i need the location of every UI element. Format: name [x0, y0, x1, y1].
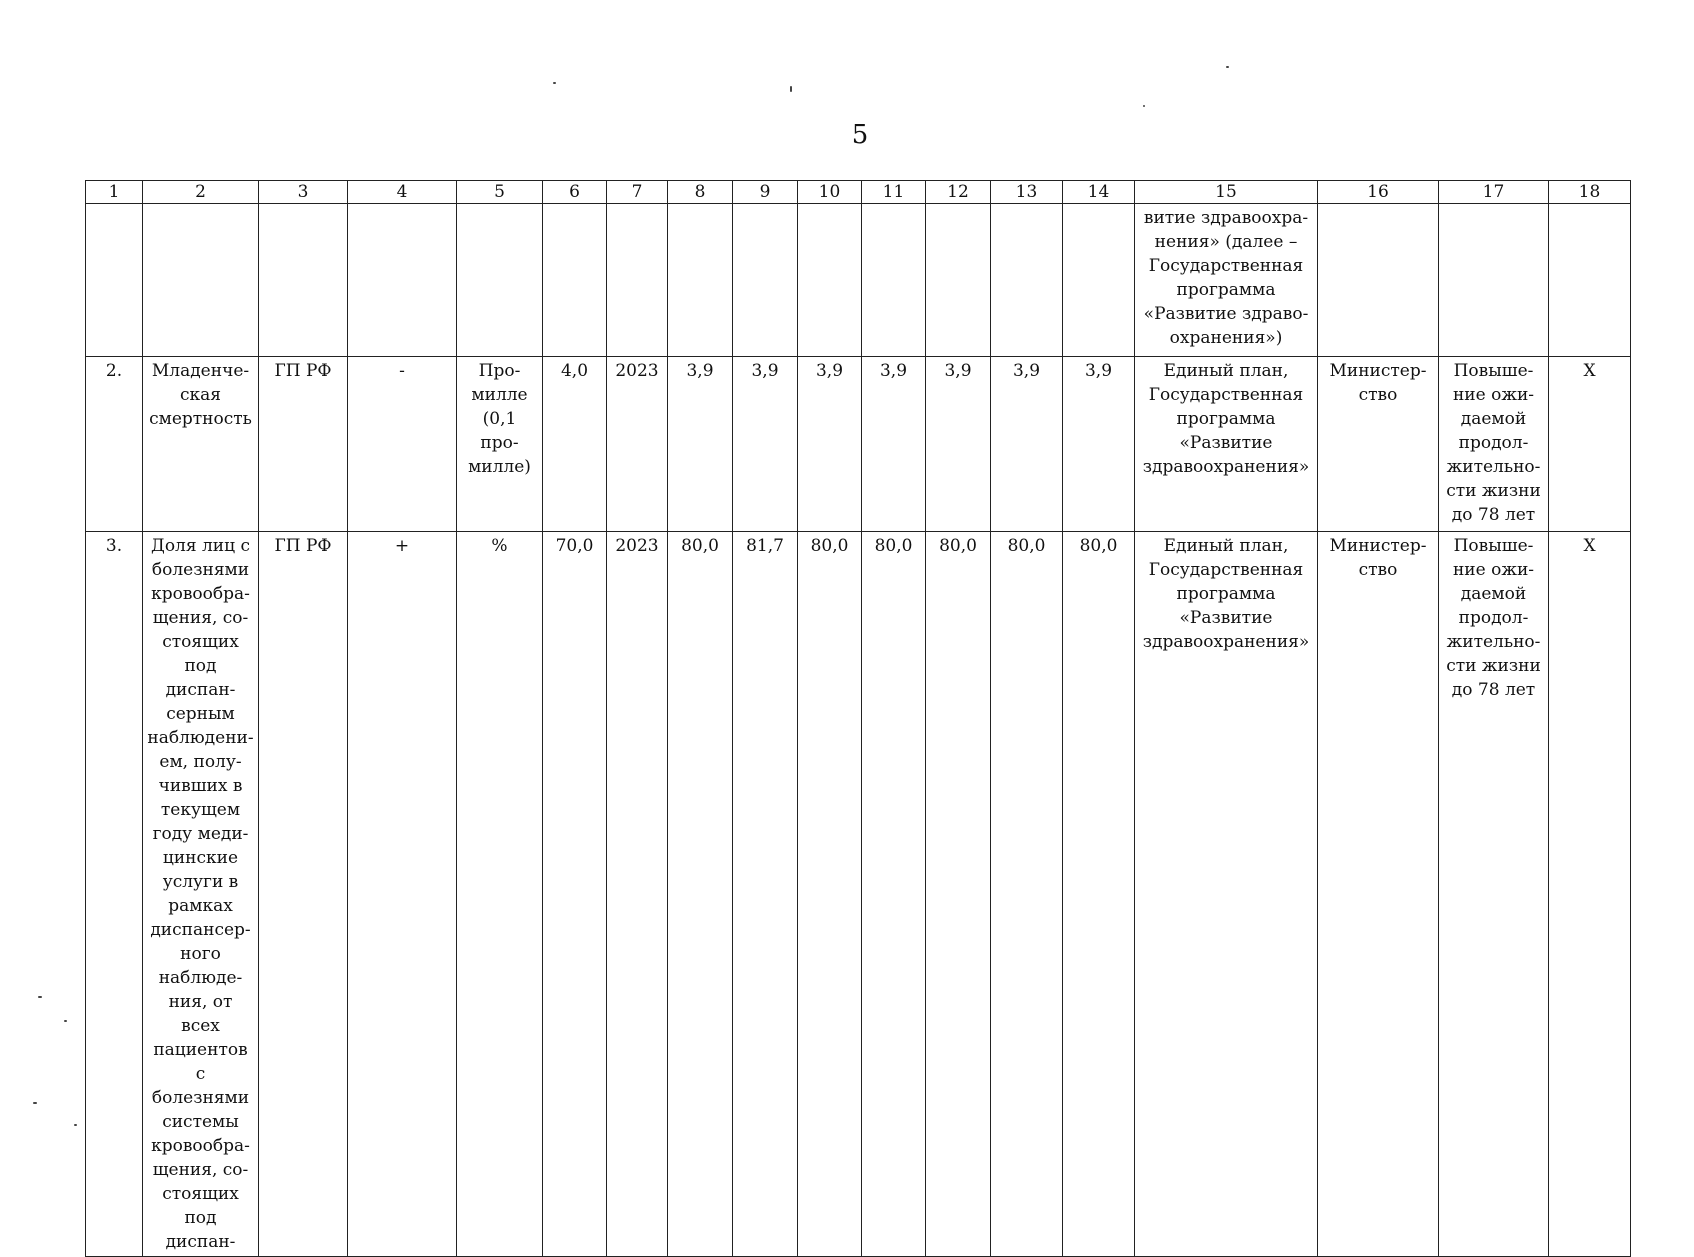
table-row: [86, 532, 1631, 1257]
indicator-level: ГП РФ: [259, 532, 348, 1257]
empty-cell: [607, 204, 668, 357]
value-cell: 80,0: [926, 532, 991, 1257]
column-number: 4: [348, 181, 457, 204]
base-year: 2023: [607, 357, 668, 532]
responsible-cell: Министер- ство: [1318, 532, 1439, 1257]
table-row: [86, 357, 1631, 532]
column-number: 15: [1135, 181, 1318, 204]
column-number: 2: [143, 181, 259, 204]
indicator-name: Младенче- ская смертность: [143, 357, 259, 532]
scan-speck: [790, 86, 792, 92]
value-cell: 3,9: [1063, 357, 1135, 532]
unit-of-measure: %: [457, 532, 543, 1257]
column-number: 14: [1063, 181, 1135, 204]
value-cell: 3,9: [926, 357, 991, 532]
empty-cell: [143, 204, 259, 357]
column-number: 1: [86, 181, 143, 204]
value-cell: 3,9: [668, 357, 733, 532]
value-cell: 3,9: [991, 357, 1063, 532]
empty-cell: [1063, 204, 1135, 357]
column-number: 9: [733, 181, 798, 204]
scan-speck: [1226, 66, 1229, 68]
empty-cell: [926, 204, 991, 357]
column-number: 18: [1549, 181, 1631, 204]
mark-cell: X: [1549, 357, 1631, 532]
column-number: 7: [607, 181, 668, 204]
indicator-direction: -: [348, 357, 457, 532]
empty-cell: [259, 204, 348, 357]
documents-cell: Единый план, Государственная программа «Развитие здравоохранения»: [1135, 357, 1318, 532]
indicator-name: Доля лиц с болезнями кровообра- щения, со- стоящих под диспан- серным наблюдени- ем, полу- чивших в текущем году меди- цинские услуги в рамках диспансер- ного наблюде- ния, от всех пациентов с болезнями системы кровообра- щения, со- стоящих под диспан-: [143, 532, 259, 1257]
value-cell: 80,0: [1063, 532, 1135, 1257]
empty-cell: [668, 204, 733, 357]
empty-cell: [86, 204, 143, 357]
indicator-direction: +: [348, 532, 457, 1257]
column-number: 17: [1439, 181, 1549, 204]
scan-speck: [74, 1124, 77, 1126]
base-year: 2023: [607, 532, 668, 1257]
continuation-row: [86, 204, 1631, 357]
scan-speck: [553, 82, 556, 84]
mark-cell: X: [1549, 532, 1631, 1257]
empty-cell: [543, 204, 607, 357]
empty-cell: [733, 204, 798, 357]
value-cell: 3,9: [798, 357, 862, 532]
column-number: 10: [798, 181, 862, 204]
column-number: 13: [991, 181, 1063, 204]
scan-speck: [38, 996, 42, 998]
column-number: 5: [457, 181, 543, 204]
documents-cell: Единый план, Государственная программа «Развитие здравоохранения»: [1135, 532, 1318, 1257]
row-number: 3.: [86, 532, 143, 1257]
row-number: 2.: [86, 357, 143, 532]
goal-cell: Повыше- ние ожи- даемой продол- жительно- сти жизни до 78 лет: [1439, 532, 1549, 1257]
indicator-level: ГП РФ: [259, 357, 348, 532]
empty-cell: [862, 204, 926, 357]
value-cell: 3,9: [733, 357, 798, 532]
value-cell: 80,0: [798, 532, 862, 1257]
column-number: 11: [862, 181, 926, 204]
value-cell: 81,7: [733, 532, 798, 1257]
empty-cell: [991, 204, 1063, 357]
unit-of-measure: Про- милле (0,1 про- милле): [457, 357, 543, 532]
empty-cell: [348, 204, 457, 357]
scan-speck: [33, 1102, 37, 1104]
empty-cell: [1549, 204, 1631, 357]
documents-cell: витие здравоохра- нения» (далее – Государственная программа «Развитие здраво- охранения»): [1135, 204, 1318, 357]
base-value: 4,0: [543, 357, 607, 532]
column-number: 3: [259, 181, 348, 204]
empty-cell: [1439, 204, 1549, 357]
base-value: 70,0: [543, 532, 607, 1257]
value-cell: 80,0: [991, 532, 1063, 1257]
empty-cell: [798, 204, 862, 357]
empty-cell: [457, 204, 543, 357]
column-number: 12: [926, 181, 991, 204]
responsible-cell: Министер- ство: [1318, 357, 1439, 532]
empty-cell: [1318, 204, 1439, 357]
value-cell: 80,0: [862, 532, 926, 1257]
column-number-row: [86, 181, 1631, 204]
column-number: 8: [668, 181, 733, 204]
column-number: 6: [543, 181, 607, 204]
scan-speck: [1143, 105, 1145, 107]
indicators-table: [85, 180, 1631, 1257]
value-cell: 3,9: [862, 357, 926, 532]
goal-cell: Повыше- ние ожи- даемой продол- жительно- сти жизни до 78 лет: [1439, 357, 1549, 532]
value-cell: 80,0: [668, 532, 733, 1257]
column-number: 16: [1318, 181, 1439, 204]
scan-speck: [64, 1020, 67, 1022]
page-number: 5: [851, 120, 869, 150]
